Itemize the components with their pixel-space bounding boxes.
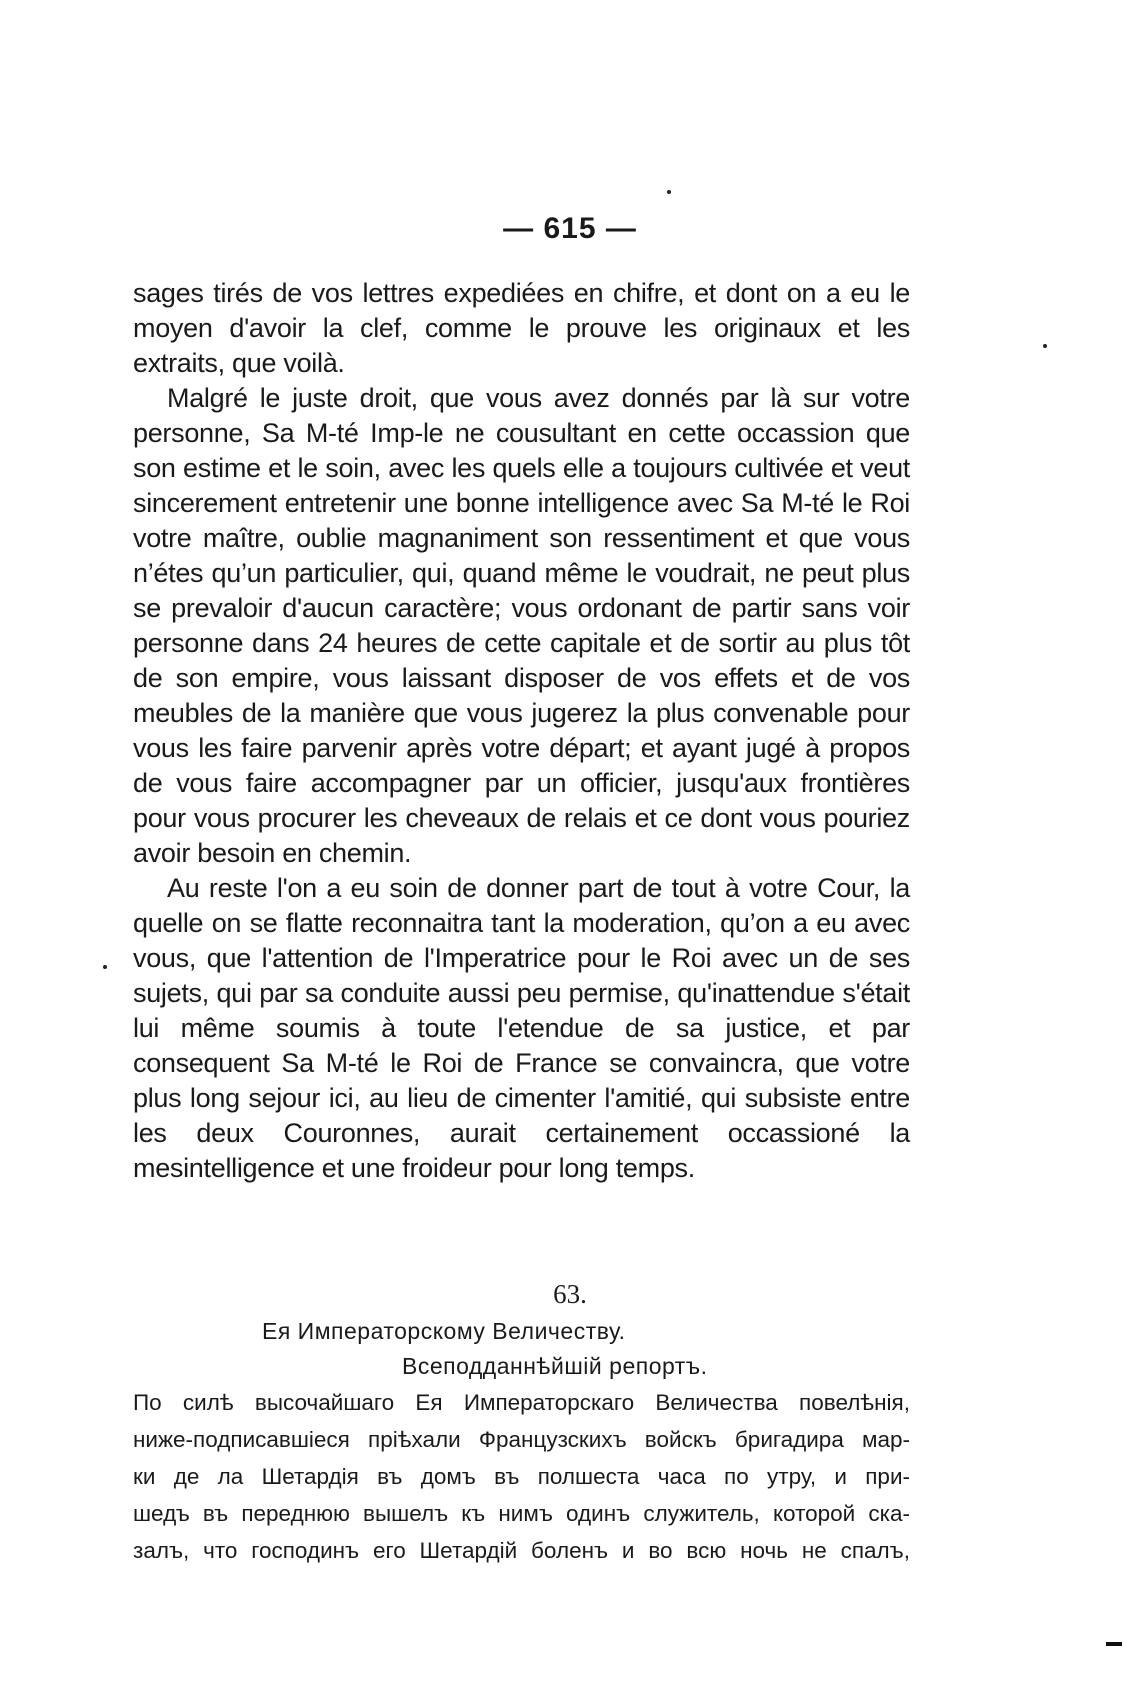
report-line: шедъ въ переднюю вышелъ къ нимъ одинъ служитель, которой ска- xyxy=(133,1501,910,1526)
french-letter-text xyxy=(133,276,910,1186)
address-heading: Ея Императорскому Величеству. xyxy=(262,1318,626,1344)
section-number: 63. xyxy=(553,1279,587,1309)
report-line: залъ, что господинъ его Шетардій боленъ и во всю ночь не спалъ, xyxy=(133,1538,910,1563)
russian-report-text xyxy=(133,1384,910,1569)
scan-speck xyxy=(103,965,107,969)
page-number: — 615 — xyxy=(503,212,637,245)
report-line: ки де ла Шетардія въ домъ въ полшеста часа по утру, и при- xyxy=(133,1464,910,1489)
report-line: По силѣ высочайшаго Ея Императорскаго Величества повелѣнія, xyxy=(133,1390,910,1415)
paragraph-2: Malgré le juste droit, que vous avez donnés par là sur votre personne, Sa M-té Imp-le ne cousultant en cette occassion que son estime et le soin, avec les quels elle a toujours cultivée et veut sincerement entretenir une bonne intelligence avec Sa M-té le Roi votre maître, oublie magnaniment son ressentiment et que vous n’étes qu’un particulier, qui, quand même le voudrait, ne peut plus se prevaloir d'aucun caractère; vous ordonant de partir sans voir personne dans 24 heures de cette capitale et de sortir au plus tôt de son empire, vous laissant disposer de vos effets et de vos meubles de la manière que vous jugerez la plus convenable pour vous les faire parvenir après votre départ; et ayant jugé à propos de vous faire accompagner par un officier, jusqu'aux frontières pour vous procurer les cheveaux de relais et ce dont vous pouriez avoir besoin en chemin. xyxy=(133,383,910,868)
report-heading: Всеподданнѣйшій репортъ. xyxy=(402,1353,708,1379)
paragraph-3: Au reste l'on a eu soin de donner part de tout à votre Cour, la quelle on se flatte reconnaitra tant la moderation, qu’on a eu avec vous, que l'attention de l'Imperatrice pour le Roi avec un de ses sujets, qui par sa conduite aussi peu permise, qu'inattendue s'était lui même soumis à toute l'etendue de sa justice, et par consequent Sa M-té le Roi de France se convaincra, que votre plus long sejour ici, au lieu de cimenter l'amitié, qui subsiste entre les deux Couronnes, aurait certainement occassioné la mesintelligence et une froideur pour long temps. xyxy=(133,873,910,1183)
paragraph-1: sages tirés de vos lettres expediées en chifre, et dont on a eu le moyen d'avoir la clef, comme le prouve les originaux et les extraits, que voilà. xyxy=(133,278,910,378)
scan-mark xyxy=(1106,1642,1122,1646)
scan-speck xyxy=(667,190,671,194)
scan-speck xyxy=(1043,344,1047,348)
report-line: ниже-подписавшіеся пріѣхали Французскихъ войскъ бригадира мар- xyxy=(133,1427,910,1452)
